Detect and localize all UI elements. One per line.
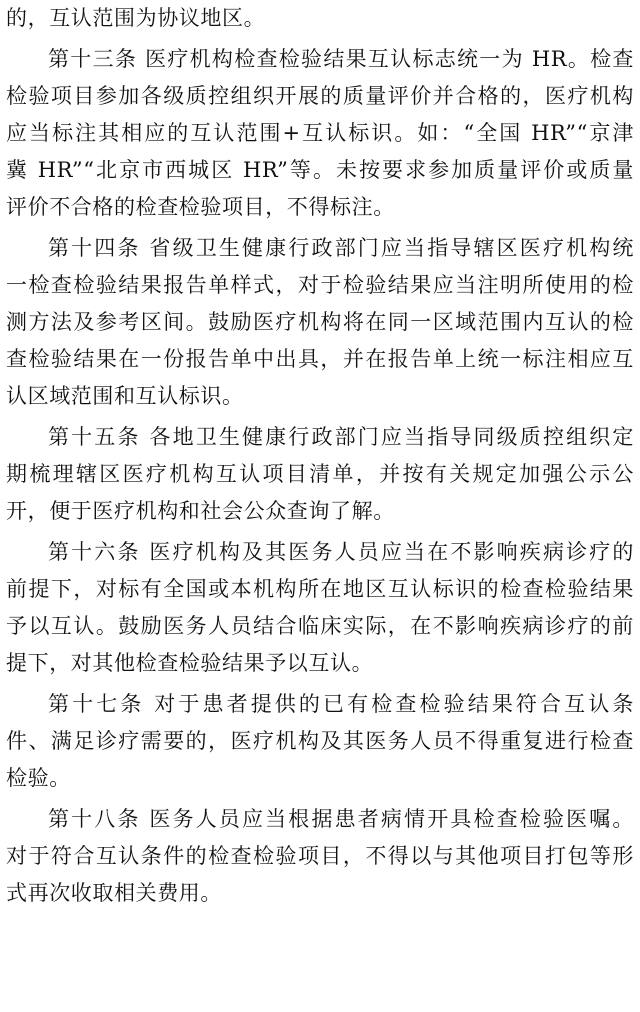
article-17 [6, 686, 634, 797]
text-line: 第十八条 医务人员应当根据患者病情开具检查检验医嘱。 [48, 807, 634, 831]
article-14 [6, 230, 634, 415]
text-line: 前提下，对标有全国或本机构所在地区互认标识的检查检验结果 [6, 577, 634, 601]
article-15 [6, 419, 634, 530]
text-line: 冀 HR”“北京市西城区 HR”等。未按要求参加质量评价或质量 [6, 158, 634, 182]
article-13 [6, 41, 634, 226]
text-line: 检验项目参加各级质控组织开展的质量评价并合格的，医疗机构 [6, 84, 634, 108]
text-line: 检验。 [6, 766, 71, 790]
text-line: 期梳理辖区医疗机构互认项目清单，并按有关规定加强公示公 [6, 462, 634, 486]
text-line: 式再次收取相关费用。 [6, 881, 222, 905]
text-line: 第十六条 医疗机构及其医务人员应当在不影响疾病诊疗的 [48, 540, 634, 564]
text-line: 开，便于医疗机构和社会公众查询了解。 [6, 499, 395, 523]
document-page [6, 0, 634, 912]
text-line: 认区域范围和互认标识。 [6, 384, 244, 408]
text-line: 查检验结果在一份报告单中出具，并在报告单上统一标注相应互 [6, 347, 634, 371]
text-line: 测方法及参考区间。鼓励医疗机构将在同一区域范围内互认的检 [6, 310, 634, 334]
article-18 [6, 801, 634, 912]
text-line: 第十四条 省级卫生健康行政部门应当指导辖区医疗机构统 [48, 236, 634, 260]
text-line: 对于符合互认条件的检查检验项目，不得以与其他项目打包等形 [6, 844, 634, 868]
text-line: 一检查检验结果报告单样式，对于检验结果应当注明所使用的检 [6, 273, 634, 297]
text-line: 提下，对其他检查检验结果予以互认。 [6, 651, 374, 675]
paragraph-continuation [6, 0, 634, 37]
text-line: 第十五条 各地卫生健康行政部门应当指导同级质控组织定 [48, 425, 634, 449]
text-line: 第十七条 对于患者提供的已有检查检验结果符合互认条 [48, 692, 634, 716]
text-line: 评价不合格的检查检验项目，不得标注。 [6, 195, 395, 219]
text-line: 的，互认范围为协议地区。 [6, 6, 266, 30]
text-line: 应当标注其相应的互认范围+互认标识。如：“全国 HR”“京津 [6, 121, 634, 145]
article-16 [6, 534, 634, 682]
text-line: 件、满足诊疗需要的，医疗机构及其医务人员不得重复进行检查 [6, 729, 634, 753]
text-line: 予以互认。鼓励医务人员结合临床实际，在不影响疾病诊疗的前 [6, 614, 634, 638]
text-line: 第十三条 医疗机构检查检验结果互认标志统一为 HR。检查 [48, 47, 634, 71]
